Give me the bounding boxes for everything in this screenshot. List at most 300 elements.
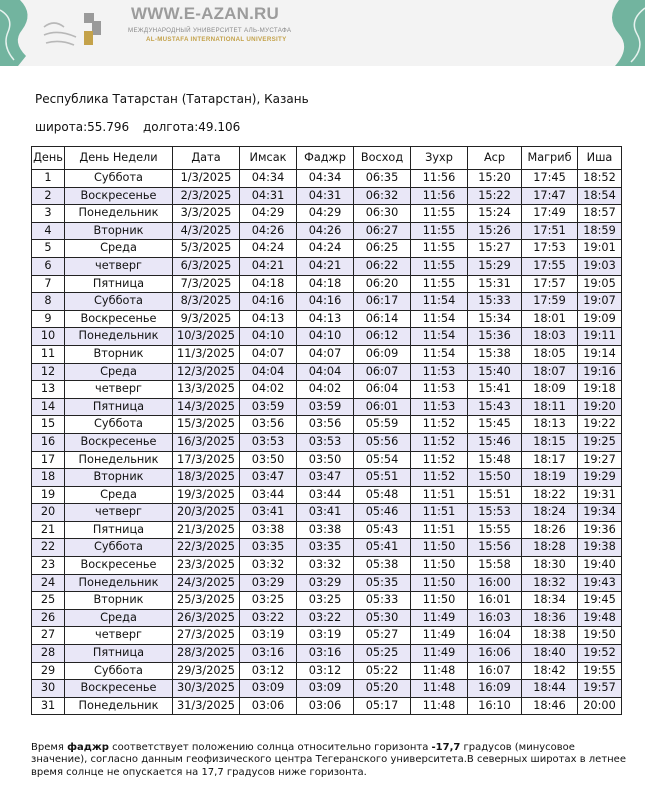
footnote-text-3: градусов (минусовое значение), согласно данным геофизического центра Тегеранского университета.В северных широтах в летнее время солнце не опускается на 17,7 градусов ниже горизонта. — [31, 742, 626, 778]
table-cell: 05:59 — [354, 416, 411, 434]
column-header: Аср — [468, 147, 522, 170]
table-cell: Суббота — [65, 662, 173, 680]
table-row — [32, 504, 622, 522]
table-cell: Воскресенье — [65, 557, 173, 575]
table-cell: 11:50 — [411, 592, 468, 610]
table-cell: 06:27 — [354, 222, 411, 240]
table-row — [32, 205, 622, 223]
table-cell: 31/3/2025 — [173, 697, 240, 715]
table-cell: 17:45 — [522, 170, 578, 188]
table-cell: 03:09 — [240, 680, 297, 698]
table-cell: Вторник — [65, 345, 173, 363]
table-cell: 05:46 — [354, 504, 411, 522]
university-name-ru: МЕЖДУНАРОДНЫЙ УНИВЕРСИТЕТ АЛЬ-МУСТАФА — [128, 27, 292, 34]
table-cell: Суббота — [65, 293, 173, 311]
table-cell: 18:09 — [522, 381, 578, 399]
table-cell: 05:30 — [354, 609, 411, 627]
table-cell: 21/3/2025 — [173, 521, 240, 539]
table-cell: 18:42 — [522, 662, 578, 680]
longitude: долгота:49.106 — [142, 120, 241, 134]
table-cell: 17:57 — [522, 275, 578, 293]
table-cell: 04:26 — [240, 222, 297, 240]
table-cell: 8/3/2025 — [173, 293, 240, 311]
table-cell: 29 — [32, 662, 65, 680]
table-cell: 11:52 — [411, 451, 468, 469]
table-cell: 18:32 — [522, 574, 578, 592]
table-cell: 11:55 — [411, 240, 468, 258]
column-header: День Недели — [65, 147, 173, 170]
table-cell: 15:53 — [468, 504, 522, 522]
table-cell: 30 — [32, 680, 65, 698]
table-cell: 18:24 — [522, 504, 578, 522]
table-cell: 11:49 — [411, 609, 468, 627]
table-row — [32, 645, 622, 663]
table-cell: 04:34 — [297, 170, 354, 188]
table-cell: 04:16 — [297, 293, 354, 311]
table-cell: 16/3/2025 — [173, 433, 240, 451]
table-row — [32, 521, 622, 539]
table-cell: 03:50 — [240, 451, 297, 469]
table-cell: 3 — [32, 205, 65, 223]
table-cell: 18:59 — [578, 222, 622, 240]
table-cell: 28 — [32, 645, 65, 663]
table-cell: 10/3/2025 — [173, 328, 240, 346]
table-cell: Суббота — [65, 539, 173, 557]
table-cell: 4/3/2025 — [173, 222, 240, 240]
table-cell: 20 — [32, 504, 65, 522]
table-cell: Суббота — [65, 416, 173, 434]
table-row — [32, 328, 622, 346]
table-cell: 23 — [32, 557, 65, 575]
table-cell: 06:35 — [354, 170, 411, 188]
table-cell: 16:03 — [468, 609, 522, 627]
table-cell: 04:13 — [297, 310, 354, 328]
table-cell: 18:03 — [522, 328, 578, 346]
table-cell: 04:10 — [297, 328, 354, 346]
table-cell: 04:34 — [240, 170, 297, 188]
table-cell: 19:38 — [578, 539, 622, 557]
footnote-fajr: фаджр — [67, 742, 109, 753]
table-cell: 19:22 — [578, 416, 622, 434]
table-cell: 04:24 — [240, 240, 297, 258]
table-cell: 19:14 — [578, 345, 622, 363]
table-cell: 23/3/2025 — [173, 557, 240, 575]
table-row — [32, 416, 622, 434]
table-cell: 15:40 — [468, 363, 522, 381]
table-cell: 11:55 — [411, 275, 468, 293]
table-cell: 05:25 — [354, 645, 411, 663]
table-header-row — [32, 147, 622, 170]
table-cell: 19:29 — [578, 469, 622, 487]
table-cell: 19:07 — [578, 293, 622, 311]
table-cell: 19 — [32, 486, 65, 504]
table-cell: 11 — [32, 345, 65, 363]
table-cell: 11:56 — [411, 187, 468, 205]
table-cell: 9/3/2025 — [173, 310, 240, 328]
table-cell: 03:53 — [297, 433, 354, 451]
table-cell: 17 — [32, 451, 65, 469]
table-cell: 06:07 — [354, 363, 411, 381]
table-cell: 11:52 — [411, 433, 468, 451]
table-cell: 11:51 — [411, 521, 468, 539]
table-cell: Пятница — [65, 521, 173, 539]
footnote-degrees: -17,7 — [431, 742, 461, 753]
table-cell: 11:52 — [411, 469, 468, 487]
table-cell: 05:35 — [354, 574, 411, 592]
table-cell: 26/3/2025 — [173, 609, 240, 627]
corner-ornament-right — [605, 0, 645, 66]
table-cell: 03:06 — [240, 697, 297, 715]
table-cell: Воскресенье — [65, 433, 173, 451]
table-cell: 18:52 — [578, 170, 622, 188]
table-cell: 19:16 — [578, 363, 622, 381]
table-cell: 17:55 — [522, 257, 578, 275]
table-cell: 12 — [32, 363, 65, 381]
table-cell: 11:50 — [411, 557, 468, 575]
table-cell: 18 — [32, 469, 65, 487]
table-cell: 06:09 — [354, 345, 411, 363]
page-header — [0, 0, 645, 66]
table-cell: 11:54 — [411, 345, 468, 363]
table-cell: 19:18 — [578, 381, 622, 399]
table-cell: 18:13 — [522, 416, 578, 434]
table-row — [32, 662, 622, 680]
table-cell: 03:41 — [297, 504, 354, 522]
site-url[interactable]: WWW.E-AZAN.RU — [131, 4, 280, 23]
table-cell: 06:25 — [354, 240, 411, 258]
site-branding — [128, 4, 328, 43]
table-cell: 16:06 — [468, 645, 522, 663]
table-cell: 18/3/2025 — [173, 469, 240, 487]
table-cell: 11:52 — [411, 416, 468, 434]
table-row — [32, 398, 622, 416]
table-cell: 6/3/2025 — [173, 257, 240, 275]
table-cell: 27 — [32, 627, 65, 645]
table-cell: 22/3/2025 — [173, 539, 240, 557]
table-row — [32, 293, 622, 311]
table-cell: Среда — [65, 609, 173, 627]
table-cell: 18:28 — [522, 539, 578, 557]
table-cell: четверг — [65, 257, 173, 275]
table-cell: 04:21 — [240, 257, 297, 275]
table-cell: 18:44 — [522, 680, 578, 698]
table-cell: 03:12 — [240, 662, 297, 680]
table-cell: 5/3/2025 — [173, 240, 240, 258]
column-header: День — [32, 147, 65, 170]
table-cell: 18:54 — [578, 187, 622, 205]
table-cell: 18:38 — [522, 627, 578, 645]
table-cell: 17/3/2025 — [173, 451, 240, 469]
table-cell: 19/3/2025 — [173, 486, 240, 504]
table-cell: 04:16 — [240, 293, 297, 311]
table-row — [32, 680, 622, 698]
university-name-en: AL-MUSTAFA INTERNATIONAL UNIVERSITY — [146, 36, 287, 43]
column-header: Магриб — [522, 147, 578, 170]
table-cell: 19:01 — [578, 240, 622, 258]
table-cell: 17:53 — [522, 240, 578, 258]
table-row — [32, 627, 622, 645]
table-cell: 13 — [32, 381, 65, 399]
table-cell: 06:30 — [354, 205, 411, 223]
table-cell: 03:59 — [297, 398, 354, 416]
table-cell: 19:57 — [578, 680, 622, 698]
table-cell: 05:17 — [354, 697, 411, 715]
table-cell: 03:25 — [297, 592, 354, 610]
table-cell: 04:21 — [297, 257, 354, 275]
table-cell: 11:49 — [411, 645, 468, 663]
table-cell: 18:30 — [522, 557, 578, 575]
table-row — [32, 469, 622, 487]
table-cell: 05:22 — [354, 662, 411, 680]
table-cell: 24 — [32, 574, 65, 592]
table-cell: 11:55 — [411, 205, 468, 223]
table-row — [32, 187, 622, 205]
table-cell: 03:16 — [297, 645, 354, 663]
table-cell: 03:09 — [297, 680, 354, 698]
column-header: Фаджр — [297, 147, 354, 170]
table-cell: 05:48 — [354, 486, 411, 504]
table-cell: 27/3/2025 — [173, 627, 240, 645]
table-cell: 11:54 — [411, 328, 468, 346]
table-cell: 1/3/2025 — [173, 170, 240, 188]
latitude: широта:55.796 — [35, 120, 130, 134]
table-cell: 05:33 — [354, 592, 411, 610]
table-row — [32, 486, 622, 504]
table-row — [32, 275, 622, 293]
column-header: Иша — [578, 147, 622, 170]
table-cell: 20/3/2025 — [173, 504, 240, 522]
table-cell: 11:51 — [411, 504, 468, 522]
table-cell: 18:05 — [522, 345, 578, 363]
table-cell: Понедельник — [65, 697, 173, 715]
table-cell: 16:07 — [468, 662, 522, 680]
table-cell: 06:20 — [354, 275, 411, 293]
table-cell: 31 — [32, 697, 65, 715]
table-cell: 03:29 — [240, 574, 297, 592]
table-cell: 12/3/2025 — [173, 363, 240, 381]
table-cell: 05:51 — [354, 469, 411, 487]
table-cell: 19:31 — [578, 486, 622, 504]
table-cell: 17:49 — [522, 205, 578, 223]
table-cell: 15:45 — [468, 416, 522, 434]
column-header: Зухр — [411, 147, 468, 170]
table-cell: 18:07 — [522, 363, 578, 381]
prayer-times-table — [31, 146, 622, 715]
table-cell: 6 — [32, 257, 65, 275]
university-logo — [40, 9, 110, 55]
table-cell: 5 — [32, 240, 65, 258]
table-cell: 24/3/2025 — [173, 574, 240, 592]
table-cell: 06:12 — [354, 328, 411, 346]
table-cell: 15:51 — [468, 486, 522, 504]
table-cell: 03:19 — [297, 627, 354, 645]
table-cell: 15:34 — [468, 310, 522, 328]
table-cell: 17:47 — [522, 187, 578, 205]
table-row — [32, 240, 622, 258]
table-cell: четверг — [65, 504, 173, 522]
table-cell: 05:38 — [354, 557, 411, 575]
table-cell: 15:55 — [468, 521, 522, 539]
table-cell: 11:53 — [411, 381, 468, 399]
table-row — [32, 574, 622, 592]
table-cell: 11:48 — [411, 697, 468, 715]
table-cell: 15:29 — [468, 257, 522, 275]
table-cell: Суббота — [65, 170, 173, 188]
footnote — [31, 742, 626, 779]
table-cell: 22 — [32, 539, 65, 557]
table-cell: 18:40 — [522, 645, 578, 663]
table-cell: 19:48 — [578, 609, 622, 627]
table-cell: 18:01 — [522, 310, 578, 328]
table-row — [32, 345, 622, 363]
table-cell: 11:48 — [411, 680, 468, 698]
table-cell: 11:50 — [411, 574, 468, 592]
table-cell: 7 — [32, 275, 65, 293]
table-cell: 18:34 — [522, 592, 578, 610]
table-cell: 06:22 — [354, 257, 411, 275]
table-cell: Пятница — [65, 398, 173, 416]
table-cell: 11:49 — [411, 627, 468, 645]
location-title: Республика Татарстан (Татарстан), Казань — [35, 92, 309, 106]
table-cell: Воскресенье — [65, 310, 173, 328]
table-cell: 16:01 — [468, 592, 522, 610]
table-cell: 03:38 — [297, 521, 354, 539]
table-cell: 03:22 — [297, 609, 354, 627]
table-cell: 04:07 — [240, 345, 297, 363]
table-cell: 03:22 — [240, 609, 297, 627]
table-cell: Среда — [65, 363, 173, 381]
table-cell: Понедельник — [65, 574, 173, 592]
table-cell: 13/3/2025 — [173, 381, 240, 399]
table-cell: 05:20 — [354, 680, 411, 698]
table-cell: 03:12 — [297, 662, 354, 680]
table-cell: 15:36 — [468, 328, 522, 346]
table-cell: 19:40 — [578, 557, 622, 575]
table-cell: 18:26 — [522, 521, 578, 539]
table-cell: 06:14 — [354, 310, 411, 328]
table-cell: 15:46 — [468, 433, 522, 451]
table-cell: 15 — [32, 416, 65, 434]
table-row — [32, 592, 622, 610]
table-row — [32, 451, 622, 469]
table-cell: 16:09 — [468, 680, 522, 698]
table-cell: Пятница — [65, 275, 173, 293]
table-cell: 3/3/2025 — [173, 205, 240, 223]
table-cell: 03:56 — [240, 416, 297, 434]
table-cell: 15:20 — [468, 170, 522, 188]
table-cell: 04:18 — [297, 275, 354, 293]
column-header: Дата — [173, 147, 240, 170]
table-cell: 1 — [32, 170, 65, 188]
table-cell: 19:43 — [578, 574, 622, 592]
table-cell: 15:33 — [468, 293, 522, 311]
table-cell: 04:29 — [297, 205, 354, 223]
table-cell: 04:18 — [240, 275, 297, 293]
table-cell: 30/3/2025 — [173, 680, 240, 698]
table-cell: 18:36 — [522, 609, 578, 627]
table-cell: Вторник — [65, 469, 173, 487]
table-cell: 19:11 — [578, 328, 622, 346]
table-cell: 26 — [32, 609, 65, 627]
table-cell: Воскресенье — [65, 680, 173, 698]
table-cell: 2 — [32, 187, 65, 205]
table-cell: 04:13 — [240, 310, 297, 328]
table-cell: 03:47 — [297, 469, 354, 487]
table-cell: 19:50 — [578, 627, 622, 645]
table-cell: Понедельник — [65, 205, 173, 223]
table-cell: 03:32 — [297, 557, 354, 575]
table-cell: 21 — [32, 521, 65, 539]
table-cell: 15:56 — [468, 539, 522, 557]
table-row — [32, 609, 622, 627]
table-cell: 04:26 — [297, 222, 354, 240]
table-row — [32, 557, 622, 575]
table-cell: 15/3/2025 — [173, 416, 240, 434]
footnote-text-1: Время — [31, 742, 68, 753]
table-cell: 04:29 — [240, 205, 297, 223]
table-cell: 10 — [32, 328, 65, 346]
table-cell: 06:32 — [354, 187, 411, 205]
table-cell: 19:45 — [578, 592, 622, 610]
table-cell: 04:31 — [240, 187, 297, 205]
table-cell: 18:19 — [522, 469, 578, 487]
table-cell: 15:26 — [468, 222, 522, 240]
column-header: Восход — [354, 147, 411, 170]
table-cell: 03:19 — [240, 627, 297, 645]
table-cell: 03:38 — [240, 521, 297, 539]
table-cell: 06:01 — [354, 398, 411, 416]
table-cell: 9 — [32, 310, 65, 328]
table-cell: 15:43 — [468, 398, 522, 416]
table-cell: четверг — [65, 381, 173, 399]
table-cell: 15:22 — [468, 187, 522, 205]
table-cell: 11:53 — [411, 363, 468, 381]
table-cell: 19:05 — [578, 275, 622, 293]
table-cell: 19:34 — [578, 504, 622, 522]
table-cell: 04:04 — [240, 363, 297, 381]
table-cell: 11:54 — [411, 310, 468, 328]
table-cell: 11:53 — [411, 398, 468, 416]
table-cell: 04:24 — [297, 240, 354, 258]
table-cell: 29/3/2025 — [173, 662, 240, 680]
table-cell: 19:52 — [578, 645, 622, 663]
table-cell: 20:00 — [578, 697, 622, 715]
table-cell: 15:41 — [468, 381, 522, 399]
table-row — [32, 257, 622, 275]
table-cell: 03:56 — [297, 416, 354, 434]
table-cell: 03:32 — [240, 557, 297, 575]
table-cell: 15:58 — [468, 557, 522, 575]
table-cell: 04:10 — [240, 328, 297, 346]
table-cell: 16 — [32, 433, 65, 451]
table-row — [32, 433, 622, 451]
table-cell: 04:04 — [297, 363, 354, 381]
table-cell: 18:46 — [522, 697, 578, 715]
table-row — [32, 222, 622, 240]
table-cell: 18:17 — [522, 451, 578, 469]
table-cell: 11:51 — [411, 486, 468, 504]
table-cell: 03:25 — [240, 592, 297, 610]
table-cell: 05:41 — [354, 539, 411, 557]
table-cell: 03:53 — [240, 433, 297, 451]
table-row — [32, 697, 622, 715]
table-cell: 03:47 — [240, 469, 297, 487]
table-cell: 18:22 — [522, 486, 578, 504]
table-cell: 15:31 — [468, 275, 522, 293]
table-cell: 04:02 — [240, 381, 297, 399]
table-cell: Вторник — [65, 592, 173, 610]
table-cell: 17:59 — [522, 293, 578, 311]
